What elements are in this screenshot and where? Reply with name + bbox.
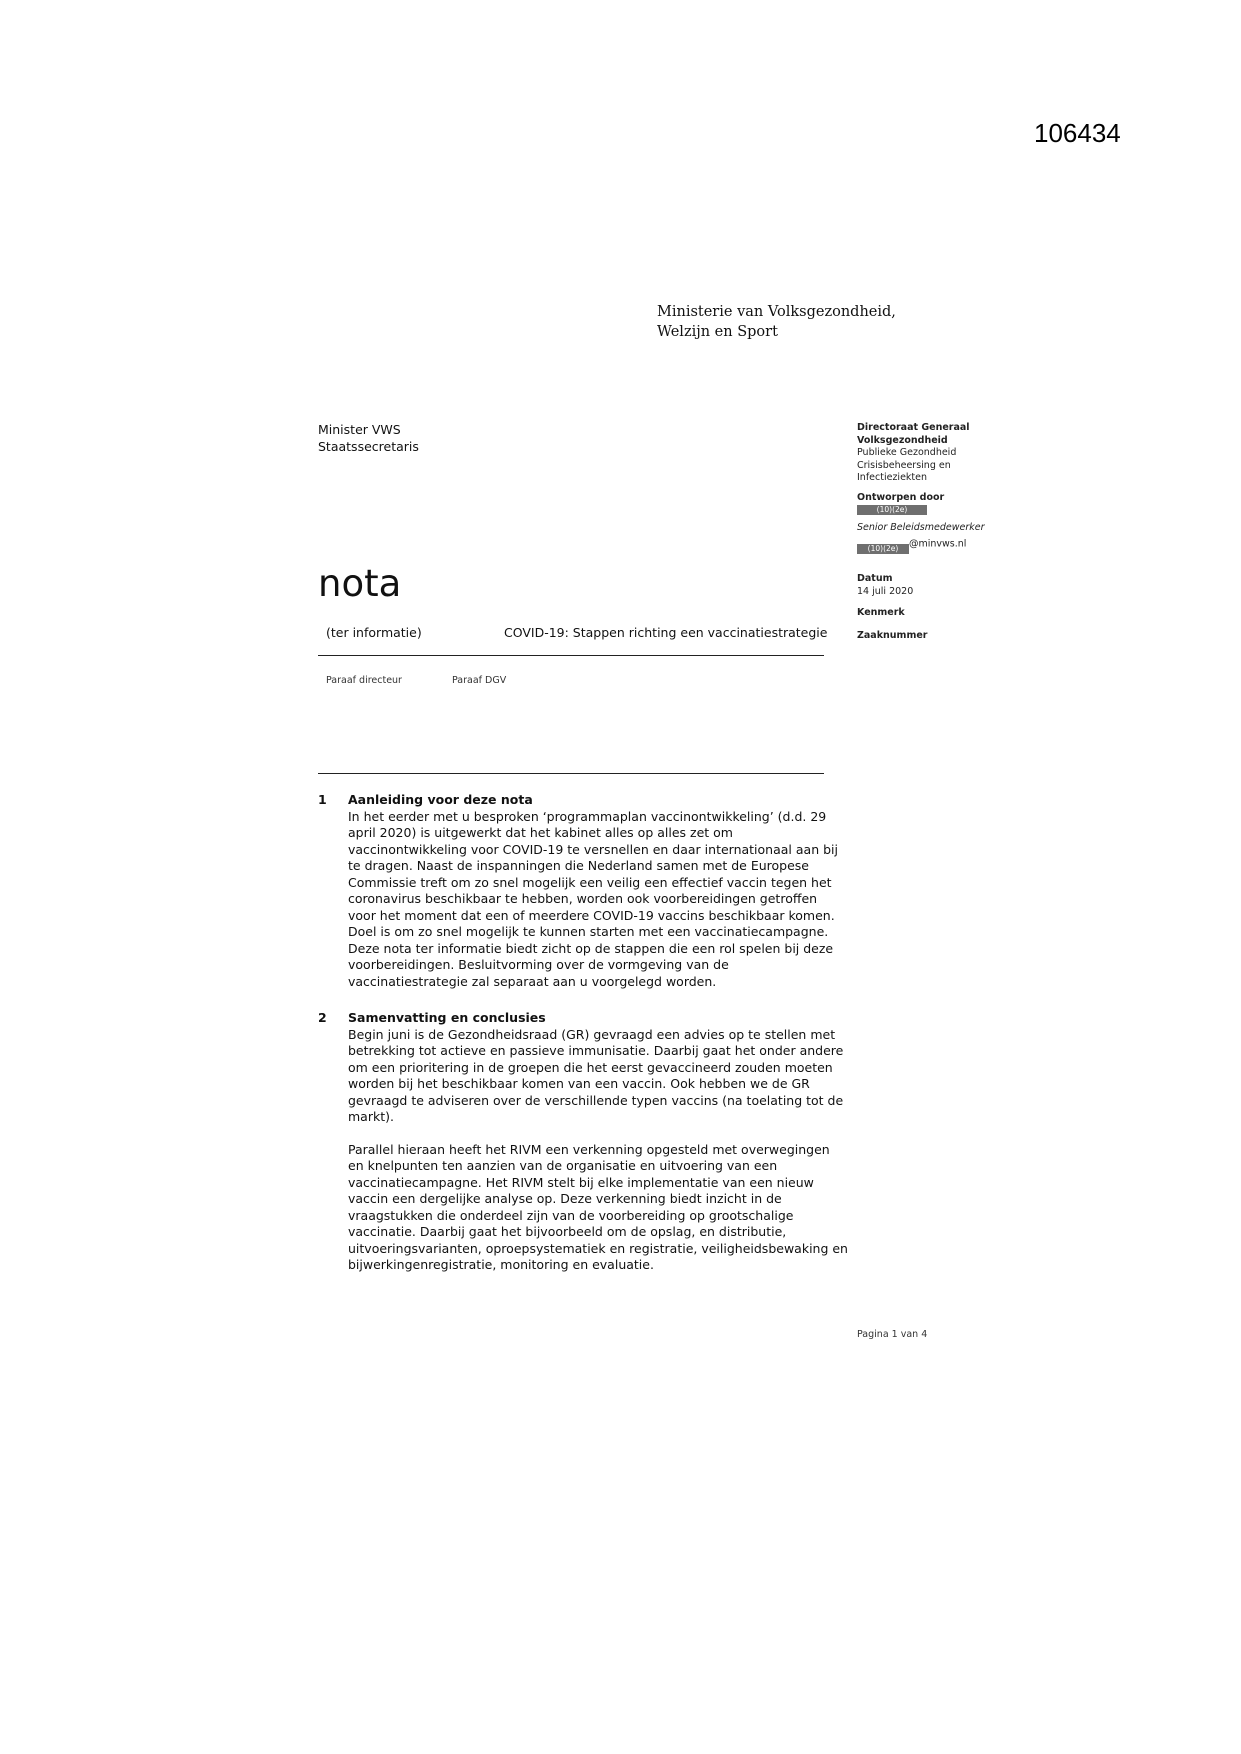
page-number: Pagina 1 van 4 — [857, 1329, 928, 1340]
section-samenvatting — [318, 1010, 848, 1290]
nota-subject: COVID-19: Stappen richting een vaccinatiestrategie — [504, 625, 828, 640]
paraaf-directeur: Paraaf directeur — [326, 675, 402, 686]
section-heading: Samenvatting en conclusies — [348, 1010, 546, 1025]
redaction-name: (10)(2e) — [857, 505, 927, 515]
designed-by-label: Ontworpen door — [857, 491, 945, 503]
date-value: 14 juli 2020 — [857, 585, 914, 597]
nota-title: nota — [318, 562, 402, 605]
section-number: 2 — [318, 1010, 327, 1025]
addressee-minister: Minister VWS — [318, 422, 401, 437]
org-line-4: Crisisbeheersing en — [857, 459, 951, 471]
date-label: Datum — [857, 573, 893, 584]
ministry-line-1: Ministerie van Volksgezondheid, — [657, 304, 896, 320]
org-line-3: Publieke Gezondheid — [857, 447, 957, 458]
author-role: Senior Beleidsmedewerker — [857, 521, 985, 533]
paraaf-dgv: Paraaf DGV — [452, 675, 507, 686]
nota-type: (ter informatie) — [326, 625, 422, 640]
divider-top — [318, 655, 824, 656]
section-aanleiding — [318, 792, 848, 1006]
divider-bottom — [318, 773, 824, 774]
paragraph: In het eerder met u besproken ‘programmaplan vaccinontwikkeling’ (d.d. 29 april 2020) is uitgewerkt dat het kabinet alles op alles zet om vaccinontwikkeling voor COVID-19 te versnellen en daar internationaal aan bij te dragen. Naast de inspanningen die Nederland samen met de Europese Commissie treft om zo snel mogelijk een veilig een effectief vaccin tegen het coronavirus beschikbaar te hebben, worden ook voorbereidingen getroffen voor het moment dat een of meerdere COVID-19 vaccins beschikbaar komen. Doel is om zo snel mogelijk te kunnen starten met een vaccinatiecampagne. Deze nota ter informatie biedt zicht op de stappen die een rol spelen bij deze voorbereidingen. Besluitvorming over de vormgeving van de vaccinatiestrategie zal separaat aan u voorgelegd worden. — [348, 808, 838, 989]
addressee-staatssecretaris: Staatssecretaris — [318, 439, 419, 454]
author-email — [857, 534, 1047, 554]
kenmerk-label: Kenmerk — [857, 607, 905, 618]
redaction-email: (10)(2e) — [857, 544, 909, 554]
addressees — [318, 421, 419, 455]
section-body — [348, 1027, 848, 1274]
zaaknummer-label: Zaaknummer — [857, 629, 928, 641]
ministry-logo-text — [657, 302, 896, 342]
section-body — [348, 809, 848, 991]
org-line-2: Volksgezondheid — [857, 434, 948, 446]
org-line-5: Infectieziekten — [857, 472, 928, 483]
org-line-1: Directoraat Generaal — [857, 422, 970, 433]
section-heading: Aanleiding voor deze nota — [348, 792, 533, 807]
paragraph: Parallel hieraan heeft het RIVM een verkenning opgesteld met overwegingen en knelpunten ten aanzien van de organisatie en uitvoering van een vaccinatiecampagne. Het RIVM stelt bij elke implementatie van een nieuw vaccin een dergelijke analyse op. Deze verkenning biedt inzicht in de vraagstukken die onderdeel zijn van de voorbereiding op grootschalige vaccinatie. Daarbij gaat het bijvoorbeeld om de opslag, en distributie, uitvoeringsvarianten, oproepsystematiek en registratie, veiligheidsbewaking en bijwerkingenregistratie, monitoring en evaluatie. — [348, 1141, 848, 1272]
paragraph: Begin juni is de Gezondheidsraad (GR) gevraagd een advies op te stellen met betrekking tot actieve en passieve immunisatie. Daarbij gaat het onder andere om een prioritering in de groepen die het eerst gevaccineerd zouden moeten worden bij het beschikbaar komen van een vaccin. Ook hebben we de GR gevraagd te adviseren over de verschillende typen vaccins (na toelating tot de markt). — [348, 1026, 844, 1124]
ministry-line-2: Welzijn en Sport — [657, 324, 778, 340]
email-domain: @minvws.nl — [909, 538, 967, 550]
sidebar-metadata — [857, 422, 1047, 642]
section-number: 1 — [318, 792, 327, 807]
document-number: 106434 — [1034, 118, 1121, 148]
